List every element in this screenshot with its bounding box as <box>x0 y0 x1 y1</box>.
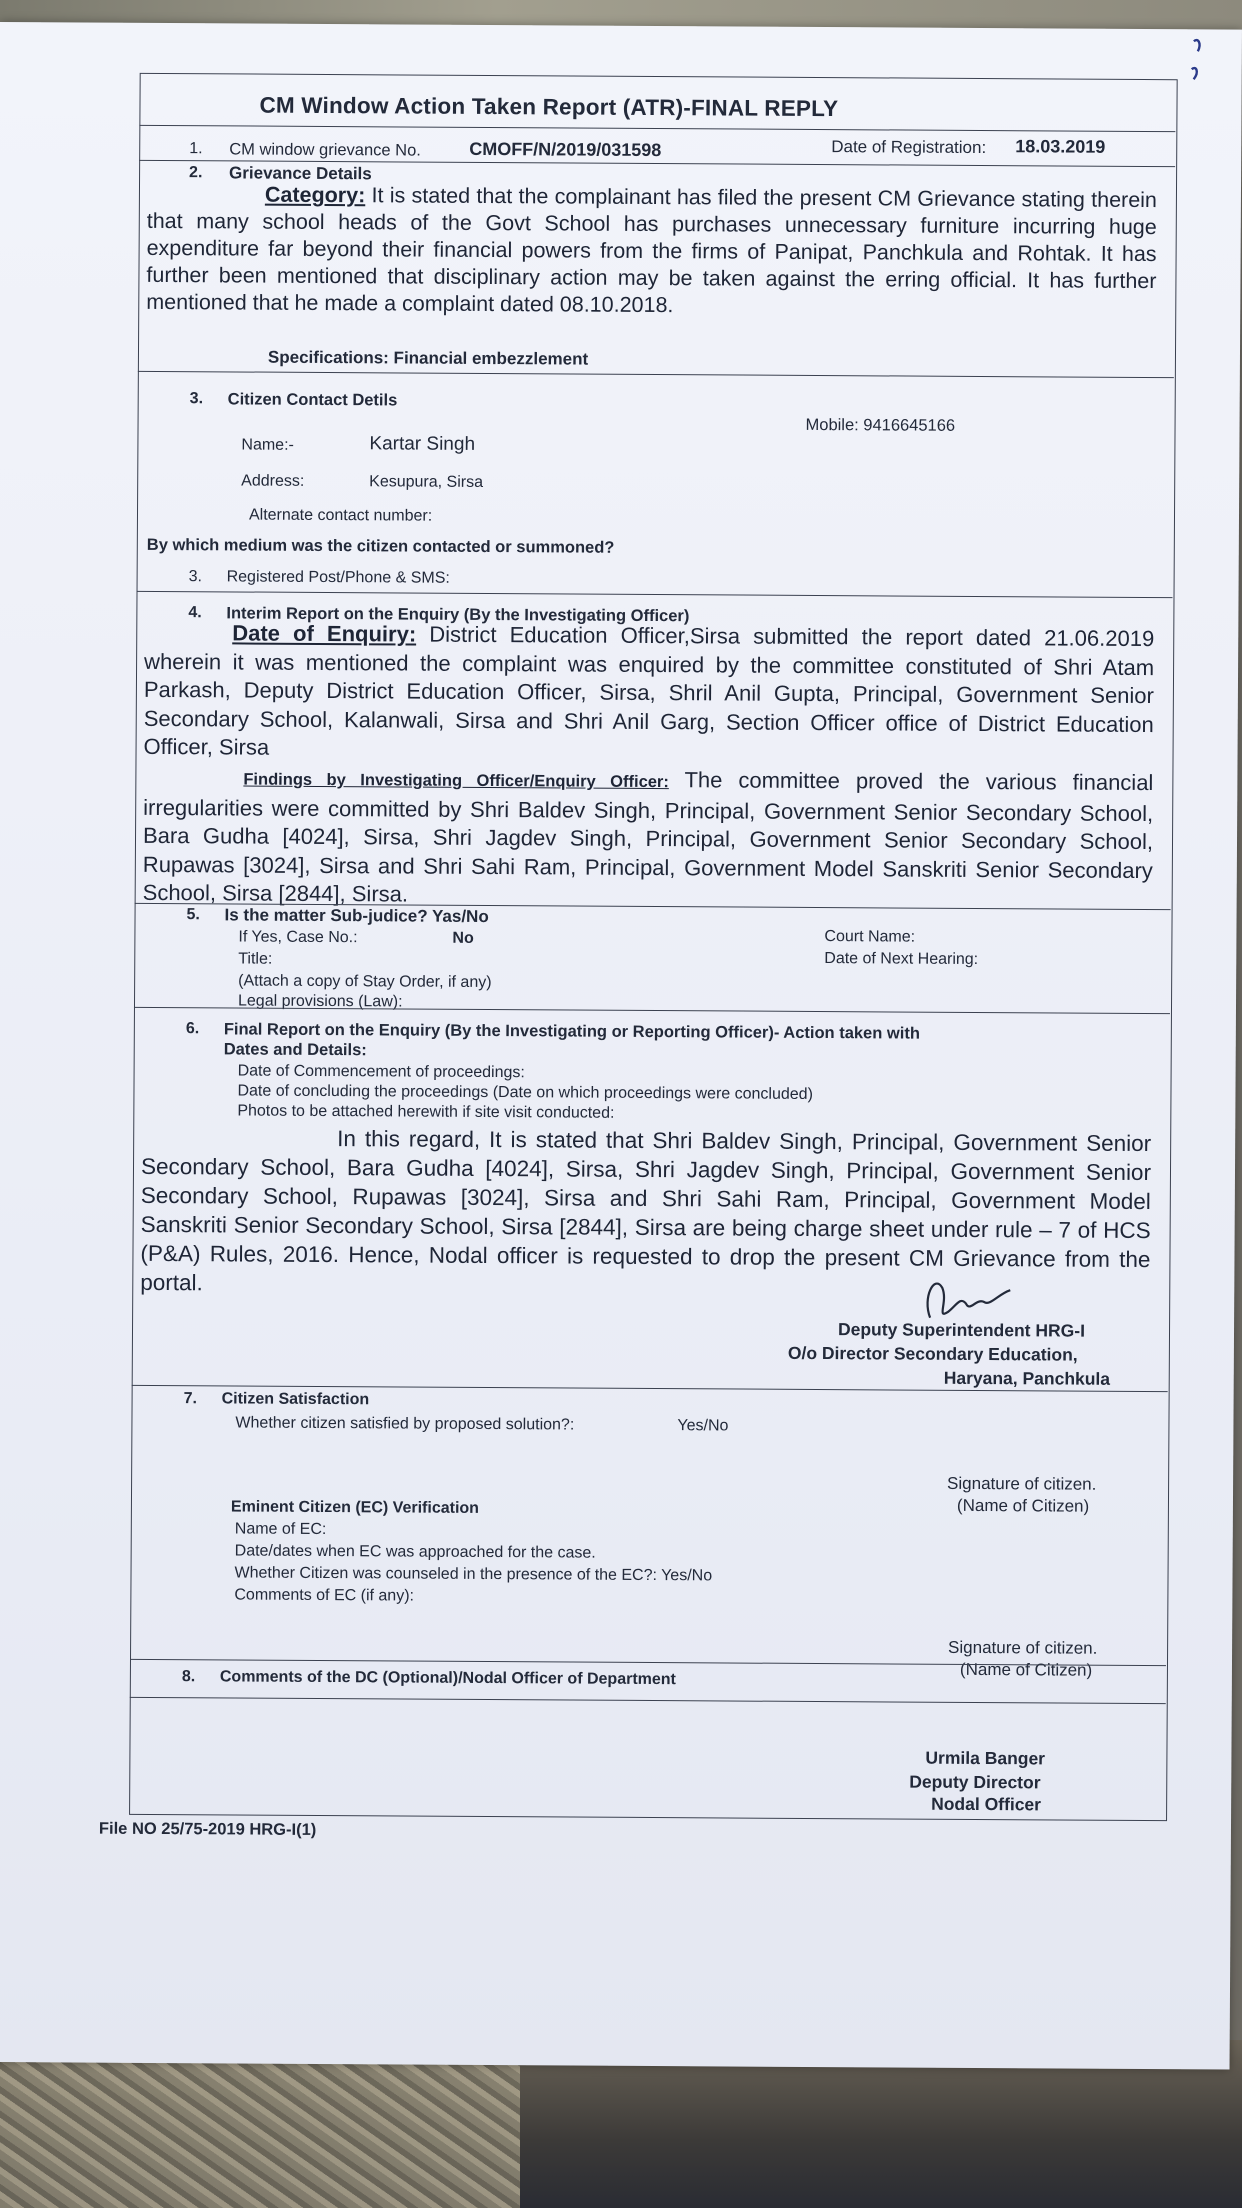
registration-label: Date of Registration: <box>831 137 987 158</box>
satisfied-value: Yes/No <box>677 1417 729 1435</box>
section-8-label: Comments of the DC (Optional)/Nodal Officer of Department <box>219 1668 676 1689</box>
section-6-number: 6. <box>185 1020 200 1038</box>
ec-dates-label: Date/dates when EC was approached for the case. <box>234 1542 596 1562</box>
officer-designation: Deputy Superintendent HRG-I <box>837 1319 1086 1341</box>
nodal-officer-role: Nodal Officer <box>931 1793 1042 1815</box>
citizen-name: Kartar Singh <box>369 433 476 455</box>
findings-label: Findings by Investigating Officer/Enquiry Officer: <box>243 770 669 792</box>
stay-order-note: (Attach a copy of Stay Order, if any) <box>238 972 492 992</box>
enquiry-label: Date of Enquiry: <box>232 620 417 647</box>
case-number-value: No <box>452 929 474 947</box>
name-label: Name:- <box>241 436 294 454</box>
ec-verification-label: Eminent Citizen (EC) Verification <box>230 1498 480 1517</box>
officer-location: Haryana, Panchkula <box>943 1367 1111 1389</box>
document-page <box>0 22 1242 2070</box>
section-6-label-line-2: Dates and Details: <box>223 1040 367 1060</box>
section-8-number: 8. <box>181 1668 196 1686</box>
section-3-number: 3. <box>189 390 204 408</box>
case-number-label: If Yes, Case No.: <box>238 928 358 947</box>
ec-counseled-label: Whether Citizen was counseled in the presence of the EC?: Yes/No <box>234 1564 713 1585</box>
court-name-label: Court Name: <box>824 928 916 946</box>
medium-question: By which medium was the citizen contacted or summoned? <box>146 535 615 557</box>
legal-provisions-label: Legal provisions (Law): <box>237 992 403 1011</box>
grievance-number: CMOFF/N/2019/031598 <box>469 138 662 161</box>
address-label: Address: <box>241 472 305 490</box>
category-paragraph <box>146 181 1157 322</box>
section-3-label: Citizen Contact Detils <box>227 390 398 410</box>
case-title-label: Title: <box>238 950 273 968</box>
enquiry-paragraph <box>143 619 1154 768</box>
atr-form <box>98 73 1178 1839</box>
citizen-signature-label-2: Signature of citizen. <box>948 1637 1098 1658</box>
category-label: Category: <box>264 182 366 208</box>
section-5-label: Is the matter Sub-judice? Yas/No <box>224 905 489 927</box>
file-number: File NO 25/75-2019 HRG-I(1) <box>98 1819 317 1839</box>
next-hearing-label: Date of Next Hearing: <box>824 950 979 968</box>
findings-text: The committee proved the various financial irregularities were committed by Shri Baldev Singh, Principal, Government Senior Secondary School, Bara Gudha [4024], Sirsa, Shri Jagdev Singh, Principal, Government Senior Secondary School, Rupawas [3024], Sirsa and Shri Sahi Ram, Principal, Government Model Sanskriti Senior Secondary School, Sirsa [2844], Sirsa. <box>142 767 1154 907</box>
specifications: Specifications: Financial embezzlement <box>267 347 589 369</box>
section-2-number: 2. <box>189 164 203 182</box>
section-4-label: Interim Report on the Enquiry (By the Investigating Officer) <box>226 604 690 626</box>
medium-number: 3. <box>188 568 203 586</box>
commencement-label: Date of Commencement of proceedings: <box>237 1062 525 1082</box>
alternate-contact: Alternate contact number: <box>248 506 433 525</box>
citizen-name-label: (Name of Citizen) <box>956 1495 1090 1516</box>
section-1-number: 1. <box>189 140 203 158</box>
section-7-label: Citizen Satisfaction <box>221 1390 370 1409</box>
background-rug <box>0 2060 520 2208</box>
photos-label: Photos to be attached herewith if site visit conducted: <box>237 1102 615 1122</box>
officer-office: O/o Director Secondary Education, <box>787 1342 1078 1365</box>
nodal-officer-designation: Deputy Director <box>909 1771 1041 1793</box>
category-text: It is stated that the complainant has filed the present CM Grievance stating therein that many school heads of the Govt School has purchases unnecessary furniture incurring huge expenditure far beyond their financial powers from the firms of Panipat, Panchkula and Rohtak. It has further been mentioned that disciplinary action may be taken against the erring official. It has further mentioned that he made a complaint dated 08.10.2018. <box>146 183 1158 318</box>
findings-paragraph <box>143 763 1154 914</box>
section-4-number: 4. <box>188 604 202 622</box>
enquiry-text: District Education Officer,Sirsa submitted the report dated 21.06.2019 wherein it was mentioned the complaint was enquired by the committee constituted of Shri Atam Parkash, Deputy District Education Officer, Sirsa, Shril Anil Gupta, Principal, Government Senior Secondary School, Kalanwali, Sirsa and Shri Anil Garg, Section Officer office of District Education Officer, Sirsa <box>143 621 1155 760</box>
citizen-signature-label: Signature of citizen. <box>947 1473 1097 1494</box>
pen-marks-icon <box>1179 29 1229 109</box>
citizen-mobile: Mobile: 9416645166 <box>805 415 956 435</box>
nodal-officer-name: Urmila Banger <box>925 1747 1046 1769</box>
final-report-text: In this regard, It is stated that Shri Baldev Singh, Principal, Government Senior Secondary School, Bara Gudha [4024], Sirsa, Shri Jagdev Singh, Principal, Government Senior Secondary School, Rupawas [3024], Sirsa and Shri Sahi Ram, Principal, Government Model Sanskriti Senior Secondary School, Sirsa [2844], Sirsa are being charge sheet under rule – 7 of HCS (P&A) Rules, 2016. Hence, Nodal officer is requested to drop the present CM Grievance from the portal. <box>140 1126 1152 1296</box>
citizen-address: Kesupura, Sirsa <box>369 473 484 491</box>
concluding-label: Date of concluding the proceedings (Date on which proceedings were concluded) <box>237 1082 813 1103</box>
section-5-number: 5. <box>186 906 200 924</box>
registration-date: 18.03.2019 <box>1015 136 1106 157</box>
satisfied-question: Whether citizen satisfied by proposed solution?: <box>235 1414 575 1434</box>
ec-name-label: Name of EC: <box>234 1520 327 1539</box>
report-title: CM Window Action Taken Report (ATR)-FINAL REPLY <box>259 92 839 122</box>
section-1-label: CM window grievance No. <box>229 140 421 160</box>
citizen-name-label-2: (Name of Citizen) <box>959 1659 1093 1680</box>
medium-answer: Registered Post/Phone & SMS: <box>226 568 450 587</box>
section-6-label-line-1: Final Report on the Enquiry (By the Investigating or Reporting Officer)- Action taken with <box>223 1020 920 1043</box>
ec-comments-label: Comments of EC (if any): <box>234 1586 415 1605</box>
section-7-number: 7. <box>183 1390 197 1408</box>
section-2-label: Grievance Details <box>229 163 372 184</box>
